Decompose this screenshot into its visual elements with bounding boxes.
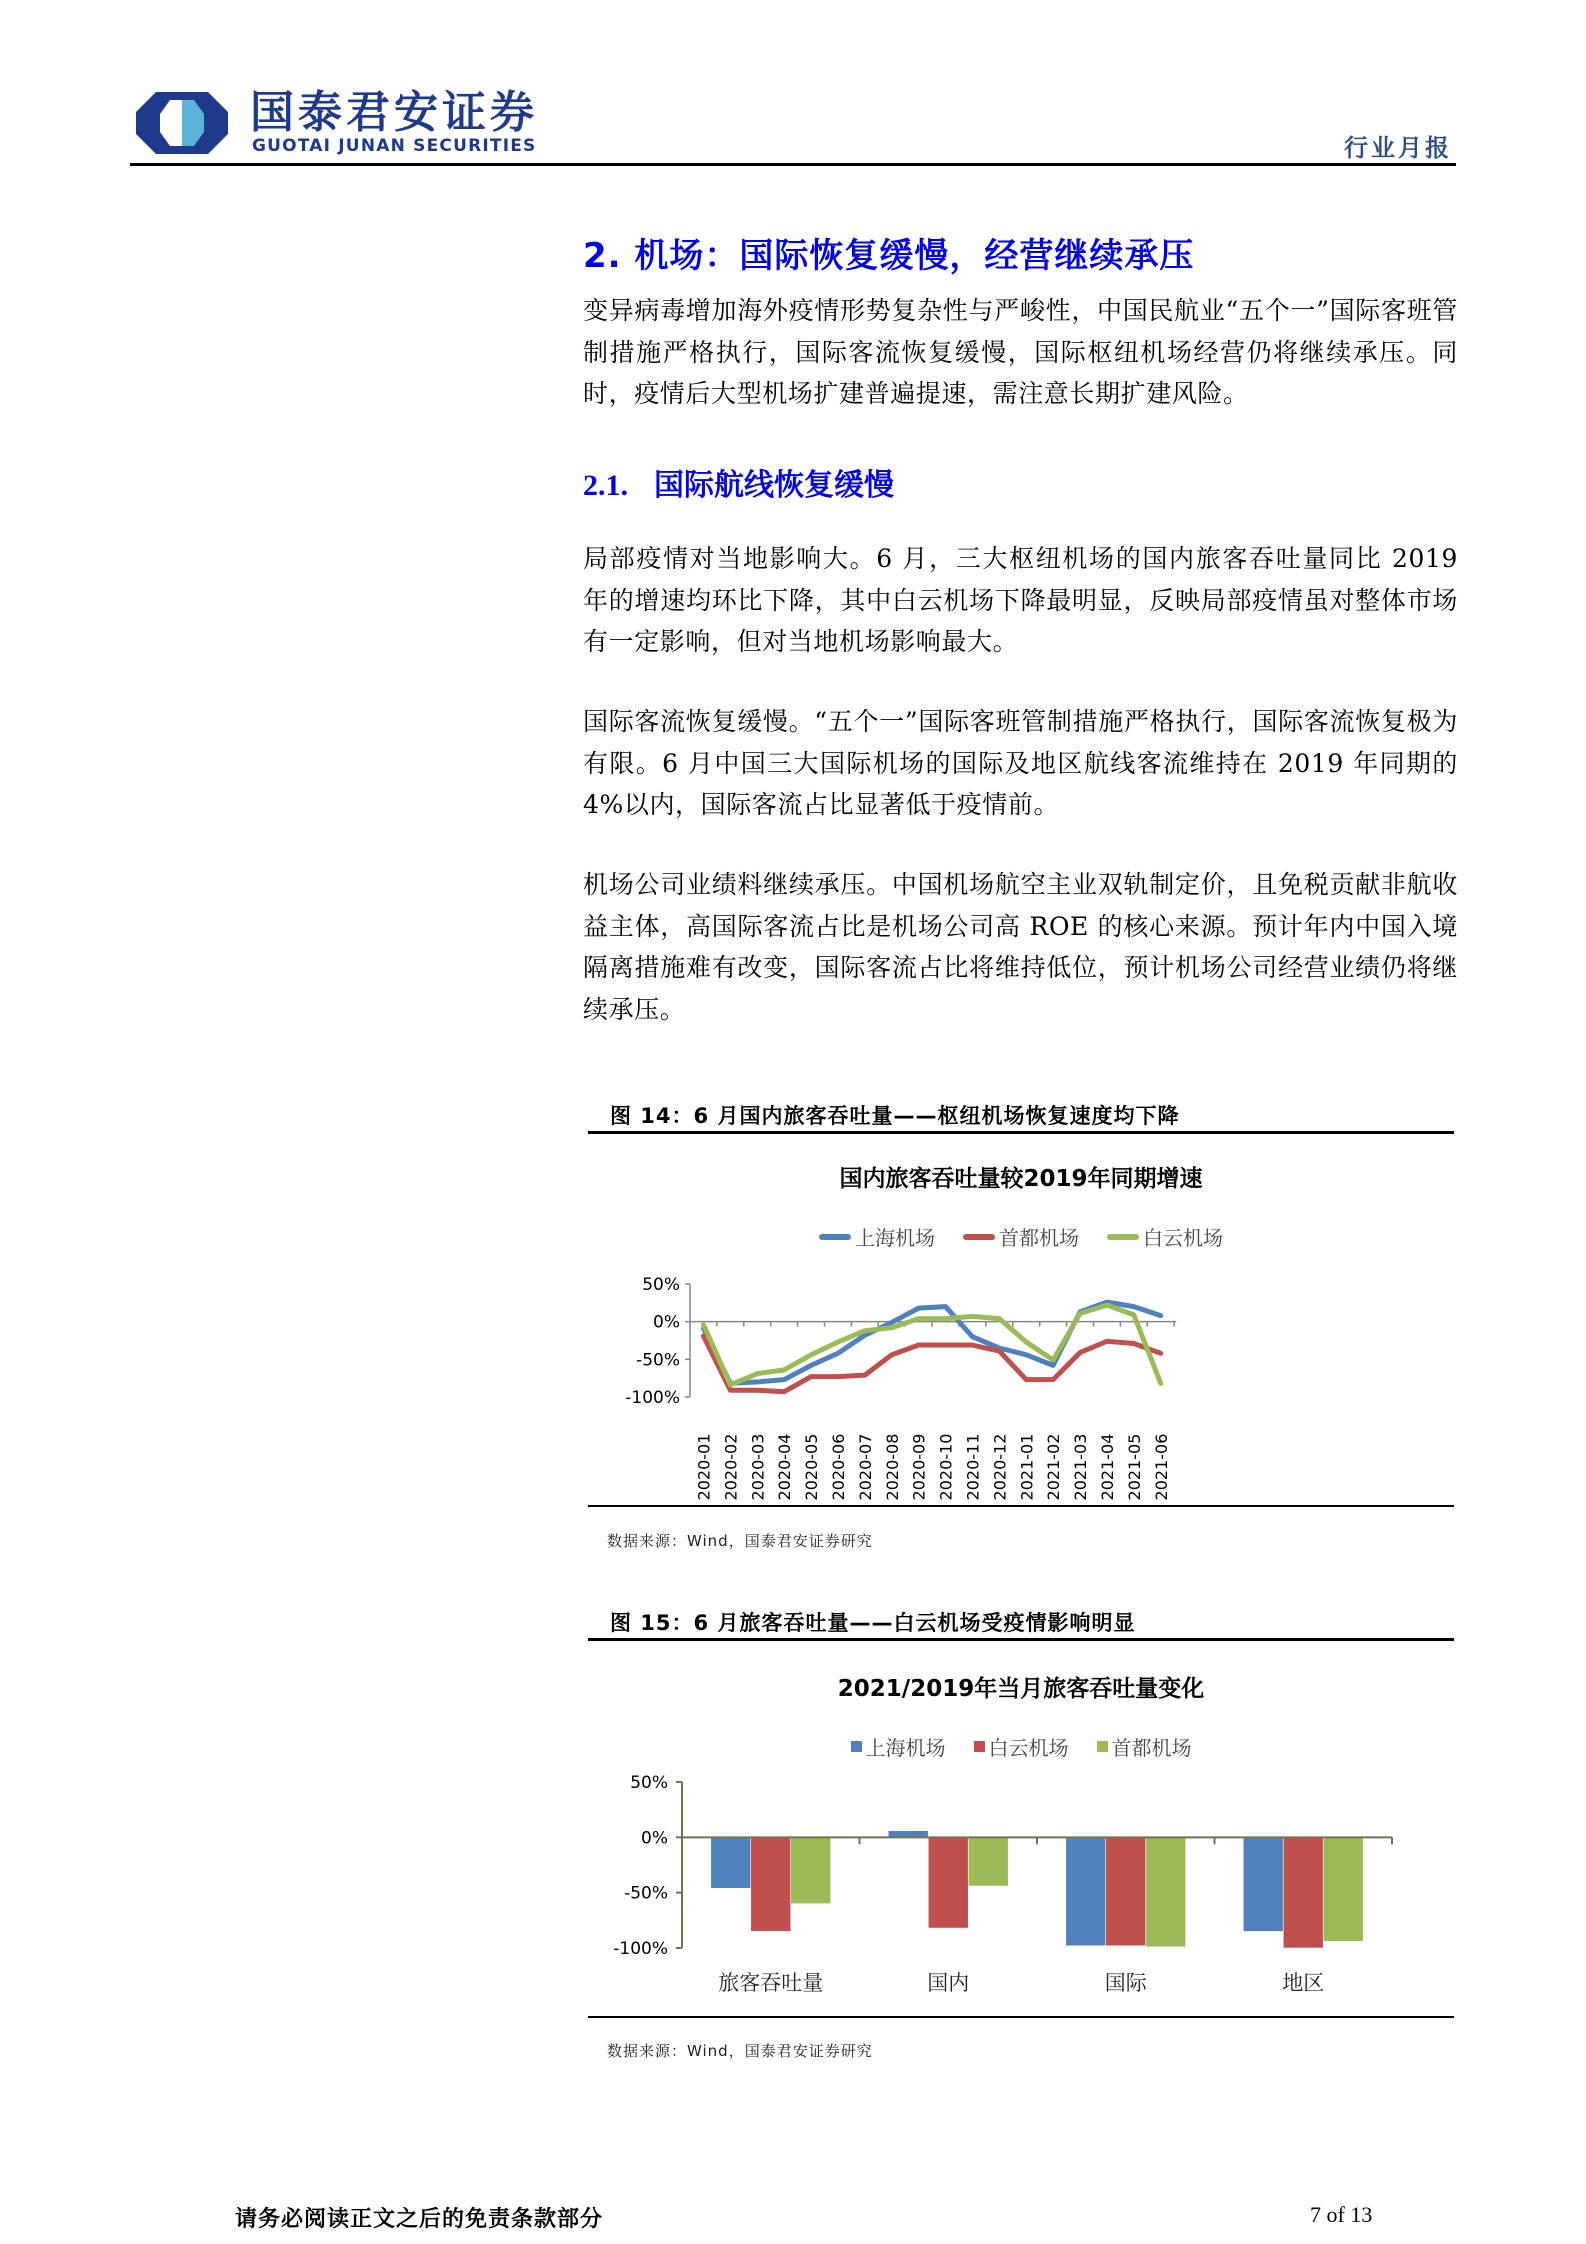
svg-text:2020-10: 2020-10 — [936, 1433, 956, 1501]
svg-text:2021-06: 2021-06 — [1151, 1433, 1171, 1501]
figure-14-source: 数据来源：Wind，国泰君安证券研究 — [607, 1532, 873, 1550]
legend-label: 首都机场 — [1111, 1736, 1192, 1760]
figure-15-top-rule — [588, 1638, 1454, 1641]
paragraph-local-epidemic: 局部疫情对当地影响大。6 月，三大枢纽机场的国内旅客吞吐量同比 2019 年的增速均环比下降，其中白云机场下降最明显，反映局部疫情虽对整体市场有一定影响，但对当地机场影响最大。 — [583, 544, 1458, 656]
svg-text:-100%: -100% — [613, 1939, 668, 1959]
svg-text:0%: 0% — [641, 1828, 668, 1849]
svg-text:2020-08: 2020-08 — [882, 1433, 902, 1501]
figure-15-source: 数据来源：Wind，国泰君安证券研究 — [607, 2042, 873, 2060]
svg-text:-100%: -100% — [625, 1388, 680, 1408]
figure-15-caption: 图 15：6 月旅客吞吐量——白云机场受疫情影响明显 — [610, 1611, 1136, 1635]
legend-label: 白云机场 — [988, 1736, 1069, 1760]
legend-square-red-icon — [974, 1741, 985, 1752]
svg-text:2020-03: 2020-03 — [748, 1433, 768, 1501]
figure-14-bottom-rule — [588, 1505, 1454, 1507]
subsection-title-text: 国际航线恢复缓慢 — [654, 468, 894, 503]
legend-square-blue-icon — [851, 1741, 862, 1752]
svg-text:国内: 国内 — [927, 1971, 970, 1995]
svg-text:2021-03: 2021-03 — [1071, 1433, 1091, 1501]
legend-label: 白云机场 — [1143, 1226, 1223, 1250]
paragraph-international-flow: 国际客流恢复缓慢。“五个一”国际客班管制措施严格执行，国际客流恢复极为有限。6 月中国三大国际机场的国际及地区航线客流维持在 2019 年同期的 4%以内，国际客流占比显著低于疫情前。 — [583, 707, 1458, 819]
legend-item-shanghai — [851, 1732, 946, 1761]
bar-chart-title-text: 2021/2019年当月旅客吞吐量变化 — [837, 1676, 1205, 1702]
line-chart-title — [588, 1160, 1454, 1193]
svg-text:2020-01: 2020-01 — [694, 1433, 714, 1501]
footer-disclaimer: 请务必阅读正文之后的免责条款部分 — [235, 2207, 604, 2232]
legend-item-shanghai — [819, 1222, 935, 1251]
bar-chart-plot — [600, 1775, 1420, 2015]
legend-label: 上海机场 — [865, 1736, 946, 1760]
legend-item-capital — [963, 1222, 1079, 1251]
svg-text:旅客吞吐量: 旅客吞吐量 — [718, 1971, 824, 1995]
legend-square-green-icon — [1097, 1741, 1108, 1752]
line-chart-title-text: 国内旅客吞吐量较2019年同期增速 — [839, 1166, 1203, 1192]
legend-item-baiyun — [974, 1732, 1069, 1761]
svg-text:2020-07: 2020-07 — [855, 1433, 875, 1501]
figure-15-bottom-rule — [588, 2016, 1454, 2018]
legend-label: 首都机场 — [999, 1226, 1079, 1250]
section-intro: 变异病毒增加海外疫情形势复杂性与严峻性，中国民航业“五个一”国际客班管制措施严格执行，国际客流恢复缓慢，国际枢纽机场经营仍将继续承压。同时，疫情后大型机场扩建普遍提速，需注意长期扩建风险。 — [583, 296, 1458, 408]
svg-text:-50%: -50% — [624, 1883, 668, 1904]
svg-text:国际: 国际 — [1104, 1971, 1147, 1995]
page-number: 7 of 13 — [1310, 2202, 1373, 2227]
subsection-number: 2.1. — [583, 469, 628, 502]
bar-chart-title — [588, 1670, 1454, 1703]
company-name-en: GUOTAI JUNAN SECURITIES — [252, 136, 537, 156]
figure-14-top-rule — [588, 1131, 1454, 1134]
company-name-cn: 国泰君安证券 — [250, 87, 538, 138]
svg-text:2020-09: 2020-09 — [909, 1433, 929, 1501]
svg-text:地区: 地区 — [1282, 1971, 1325, 1995]
svg-text:0%: 0% — [653, 1312, 680, 1333]
legend-line-red-icon — [963, 1234, 995, 1240]
svg-text:2020-05: 2020-05 — [802, 1433, 822, 1501]
svg-text:2020-12: 2020-12 — [990, 1433, 1010, 1501]
svg-text:2021-01: 2021-01 — [1017, 1433, 1037, 1501]
svg-text:2020-04: 2020-04 — [775, 1433, 795, 1501]
line-chart-plot — [600, 1270, 1420, 1510]
svg-text:50%: 50% — [642, 1275, 680, 1295]
legend-label: 上海机场 — [855, 1226, 935, 1250]
svg-text:2021-04: 2021-04 — [1097, 1433, 1117, 1501]
legend-item-baiyun — [1107, 1222, 1223, 1251]
legend-line-green-icon — [1107, 1234, 1139, 1240]
svg-text:2021-02: 2021-02 — [1044, 1433, 1064, 1501]
header-divider — [130, 163, 1456, 166]
svg-text:2021-05: 2021-05 — [1124, 1433, 1144, 1501]
line-chart-legend — [588, 1222, 1454, 1251]
bar-chart-legend — [588, 1732, 1454, 1761]
company-logo-icon — [136, 92, 228, 154]
subsection-title — [583, 460, 894, 504]
figure-14-caption: 图 14：6 月国内旅客吞吐量——枢纽机场恢复速度均下降 — [610, 1104, 1180, 1128]
svg-text:-50%: -50% — [636, 1350, 680, 1371]
section-title: 2. 机场：国际恢复缓慢，经营继续承压 — [583, 236, 1195, 276]
svg-text:2020-06: 2020-06 — [828, 1433, 848, 1501]
paragraph-airport-earnings: 机场公司业绩料继续承压。中国机场航空主业双轨制定价，且免税贡献非航收益主体，高国际客流占比是机场公司高 ROE 的核心来源。预计年内中国入境隔离措施难有改变，国际客流占比将维持低位，预计机场公司经营业绩仍将继续承压。 — [583, 870, 1458, 1024]
svg-text:2020-11: 2020-11 — [963, 1433, 983, 1501]
svg-text:50%: 50% — [630, 1775, 668, 1793]
report-type-label: 行业月报 — [1344, 134, 1452, 162]
svg-text:2020-02: 2020-02 — [721, 1433, 741, 1501]
legend-line-blue-icon — [819, 1234, 851, 1240]
legend-item-capital — [1097, 1732, 1192, 1761]
